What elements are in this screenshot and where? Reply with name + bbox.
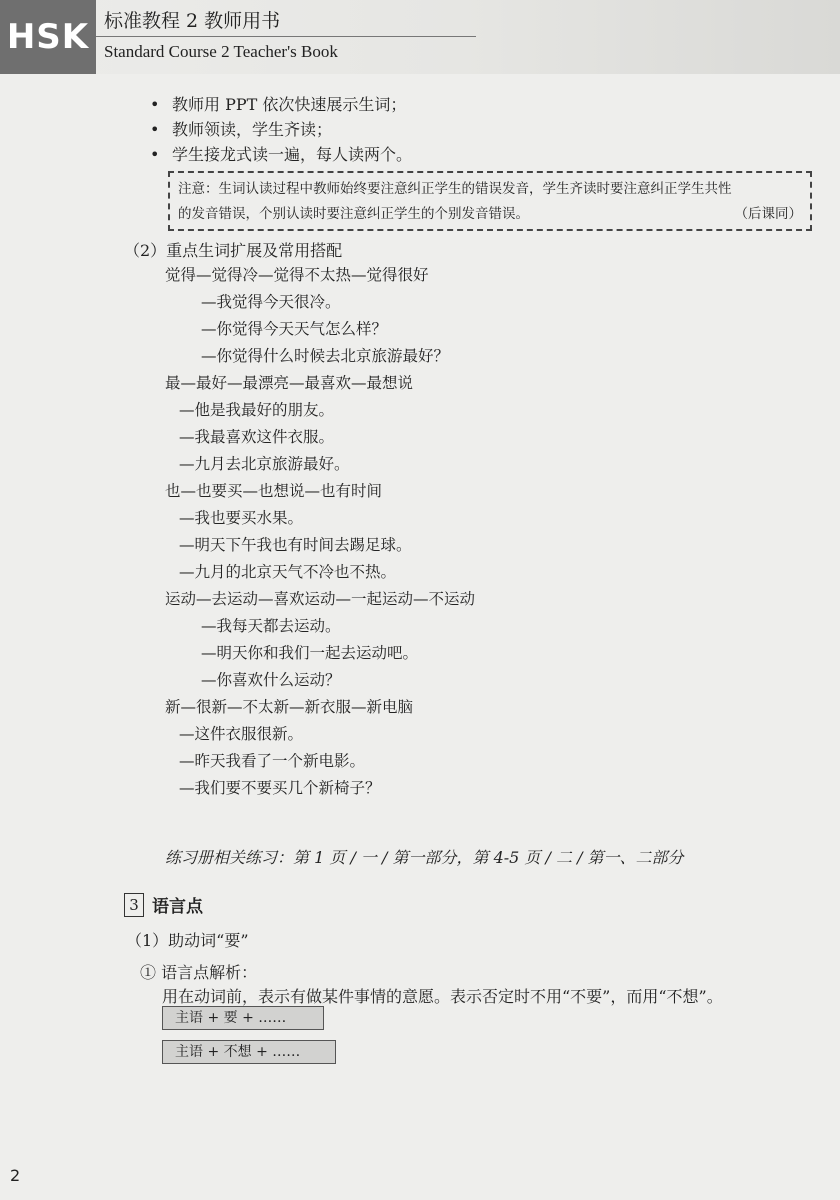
bullet-item <box>150 142 412 167</box>
hsk-logo: HSK <box>0 0 96 74</box>
section-title: 语言点 <box>152 897 203 917</box>
bullet-item <box>150 117 412 142</box>
formula-box: 主语 + 不想 + …… <box>162 1040 336 1064</box>
section-number: 3 <box>124 893 144 917</box>
bullet-icon: • <box>150 145 160 164</box>
bullet-text: 教师用 PPT 依次快速展示生词； <box>172 95 407 114</box>
vocab-collocation-line: 觉得—觉得冷—觉得不太热—觉得很好 <box>165 266 429 284</box>
vocab-example-line: —明天你和我们一起去运动吧。 <box>201 644 419 662</box>
vocab-collocation-line: 新—很新—不太新—新衣服—新电脑 <box>165 698 414 716</box>
vocab-example-line: —他是我最好的朋友。 <box>179 401 335 419</box>
vocab-collocation-line: 最—最好—最漂亮—最喜欢—最想说 <box>165 374 414 392</box>
vocab-collocation-line: 运动—去运动—喜欢运动—一起运动—不运动 <box>165 590 476 608</box>
grammar-point-title: （1）助动词“要” <box>126 931 249 950</box>
bullet-icon: • <box>150 120 160 139</box>
header-subtitle: Standard Course 2 Teacher's Book <box>104 42 338 61</box>
vocab-example-line: —这件衣服很新。 <box>179 725 304 743</box>
section-heading-grammar <box>124 892 203 917</box>
note-line-2-text: 的发音错误，个别认读时要注意纠正学生的个别发音错误。 <box>178 206 529 222</box>
vocab-example-line: —九月去北京旅游最好。 <box>179 455 350 473</box>
vocab-lines <box>165 262 475 802</box>
vocab-example-line: —我每天都去运动。 <box>201 617 341 635</box>
vocab-example-line: —我觉得今天很冷。 <box>201 293 341 311</box>
bullet-list <box>150 92 412 167</box>
vocab-example-line: —我也要买水果。 <box>179 509 304 527</box>
bullet-icon: • <box>150 95 160 114</box>
grammar-point-subtitle: ① 语言点解析： <box>140 963 258 982</box>
bullet-text: 学生接龙式读一遍，每人读两个。 <box>172 145 413 164</box>
grammar-explanation: 用在动词前，表示有做某件事情的意愿。表示否定时不用“不要”，而用“不想”。 <box>162 987 723 1006</box>
vocab-example-line: —你喜欢什么运动？ <box>201 671 341 689</box>
vocab-example-line: —九月的北京天气不冷也不热。 <box>179 563 397 581</box>
vocab-example-line: —你觉得今天天气怎么样？ <box>201 320 388 338</box>
note-box <box>168 171 812 231</box>
section-heading-vocab: （2）重点生词扩展及常用搭配 <box>124 241 343 260</box>
vocab-example-line: —明天下午我也有时间去踢足球。 <box>179 536 412 554</box>
header-title: 标准教程 2 教师用书 <box>104 10 281 32</box>
page-number: 2 <box>10 1166 21 1185</box>
formula-box: 主语 + 要 + …… <box>162 1006 324 1030</box>
vocab-example-line: —我们要不要买几个新椅子？ <box>179 779 381 797</box>
note-tag: （后课同） <box>734 206 802 222</box>
vocab-example-line: —我最喜欢这件衣服。 <box>179 428 335 446</box>
bullet-item <box>150 92 412 117</box>
note-line-2 <box>178 202 802 227</box>
bullet-text: 教师领读，学生齐读； <box>172 120 333 139</box>
vocab-example-line: —昨天我看了一个新电影。 <box>179 752 366 770</box>
header-divider <box>96 36 476 37</box>
vocab-example-line: —你觉得什么时候去北京旅游最好？ <box>201 347 450 365</box>
exercise-reference: 练习册相关练习：第 1 页 / 一 / 第一部分，第 4-5 页 / 二 / 第一、二部分 <box>165 848 684 867</box>
note-line-1: 注意：生词认读过程中教师始终要注意纠正学生的错误发音，学生齐读时要注意纠正学生共性 <box>178 181 732 197</box>
vocab-collocation-line: 也—也要买—也想说—也有时间 <box>165 482 383 500</box>
